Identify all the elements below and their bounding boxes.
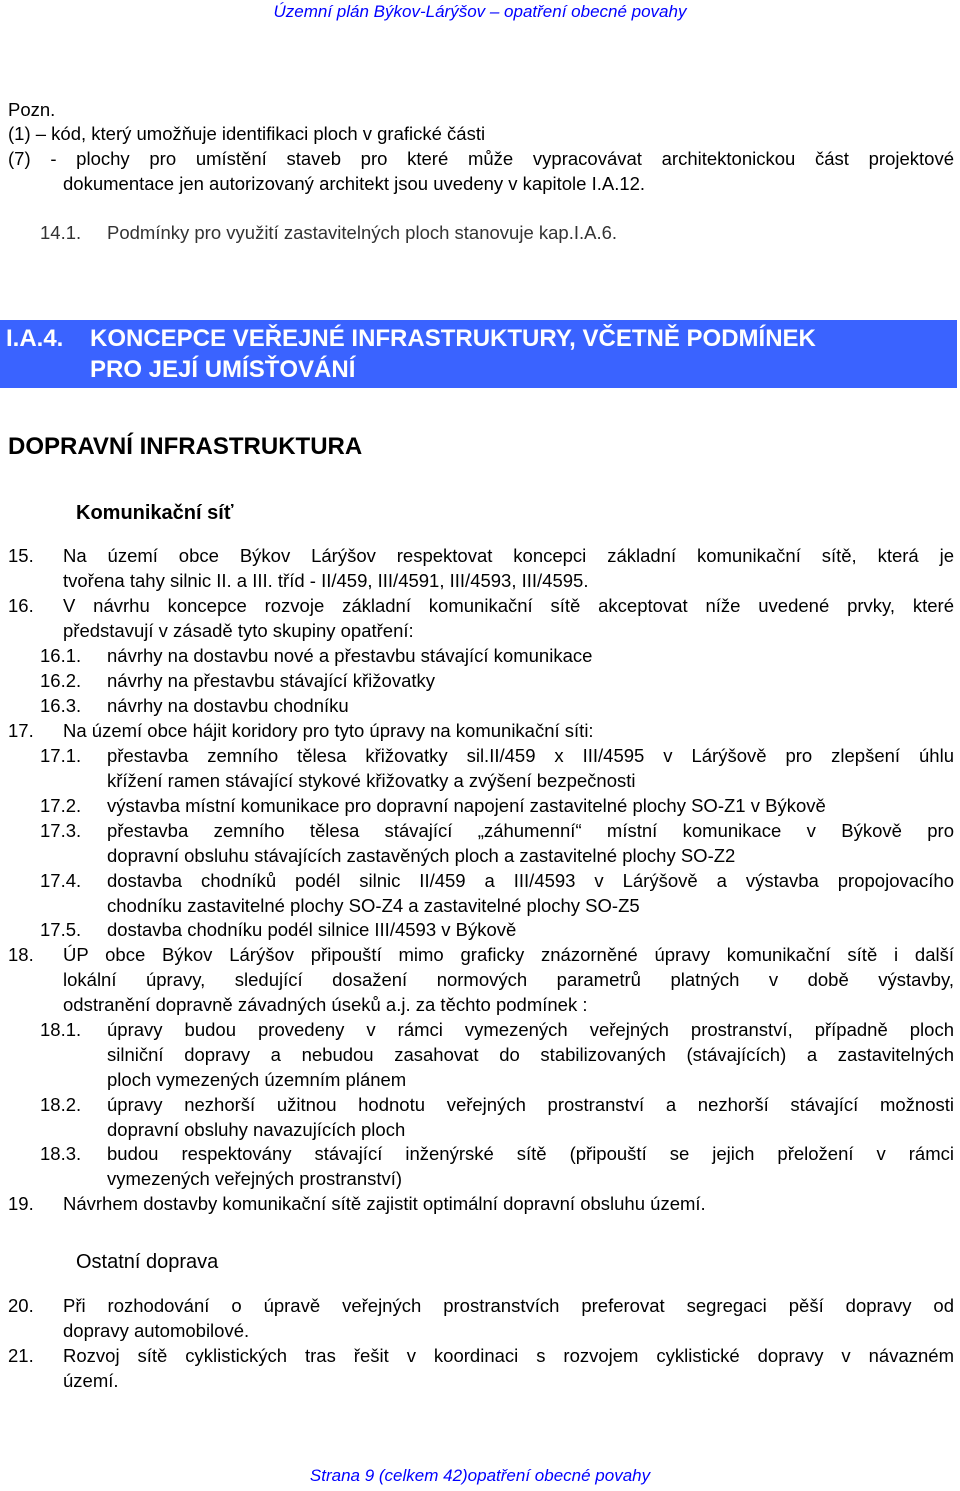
item-16-2-text: návrhy na přestavbu stávající křižovatky bbox=[107, 670, 436, 691]
item-18-2-number: 18.2. bbox=[40, 1094, 82, 1115]
item-21-line2: území. bbox=[63, 1370, 119, 1391]
item-18-2-line2: dopravní obsluhy navazujících ploch bbox=[107, 1119, 406, 1140]
item-20-number: 20. bbox=[8, 1295, 34, 1316]
item-17-2-number: 17.2. bbox=[40, 795, 82, 816]
item-17-1-number: 17.1. bbox=[40, 745, 82, 766]
item-16-line2: představují v zásadě tyto skupiny opatření: bbox=[63, 620, 414, 641]
item-16-1-text: návrhy na dostavbu nové a přestavbu stávající komunikace bbox=[107, 645, 593, 666]
item-19-text: Návrhem dostavby komunikační sítě zajistit optimální dopravní obsluhu území. bbox=[63, 1193, 706, 1214]
note-label: Pozn. bbox=[8, 99, 56, 120]
item-15-line2: tvořena tahy silnic II. a III. tříd - II/459, III/4591, III/4593, III/4595. bbox=[63, 570, 589, 591]
page-footer: Strana 9 (celkem 42)opatření obecné povahy bbox=[309, 1466, 651, 1485]
item-18-2-line1: úpravy nezhorší užitnou hodnotu veřejných prostranství a nezhorší stávající možnosti bbox=[107, 1094, 954, 1115]
item-17-1-line1: přestavba zemního tělesa křižovatky sil.II/459 x III/4595 v Lárýšově pro zlepšení úhlu bbox=[107, 745, 954, 766]
item-17-3-number: 17.3. bbox=[40, 820, 82, 841]
item-17-number: 17. bbox=[8, 720, 34, 741]
item-18-1-number: 18.1. bbox=[40, 1019, 82, 1040]
item-16-line1: V návrhu koncepce rozvoje základní komunikační sítě akceptovat níže uvedené prvky, které bbox=[63, 595, 954, 616]
chapter-title-line2: PRO JEJÍ UMÍSŤOVÁNÍ bbox=[90, 356, 356, 383]
item-18-line1: ÚP obce Býkov Lárýšov připouští mimo graficky znázorněné úpravy komunikační sítě i další bbox=[63, 944, 954, 965]
item-17-3-line2: dopravní obsluhu stávajících zastavěných ploch a zastavitelné plochy SO-Z2 bbox=[107, 845, 736, 866]
item-15-number: 15. bbox=[8, 545, 34, 566]
subsection-heading-ostatni-doprava: Ostatní doprava bbox=[76, 1251, 219, 1273]
item-18-line3: odstranění dopravně závadných úseků a.j. za těchto podmínek : bbox=[63, 994, 588, 1015]
item-18-1-line1: úpravy budou provedeny v rámci vymezených veřejných prostranství, případně ploch bbox=[107, 1019, 954, 1040]
item-21-number: 21. bbox=[8, 1345, 34, 1366]
item-17-5-text: dostavba chodníku podél silnice III/4593 v Býkově bbox=[107, 919, 517, 940]
item-17-5-number: 17.5. bbox=[40, 919, 82, 940]
item-18-line2: lokální úpravy, sledující dosažení normových parametrů platných v době výstavby, bbox=[63, 969, 954, 990]
chapter-banner bbox=[0, 320, 957, 388]
item-20-line2: dopravy automobilové. bbox=[63, 1320, 250, 1341]
item-18-1-line3: ploch vymezených územním plánem bbox=[107, 1069, 407, 1090]
item-18-1-line2: silniční dopravy a nebudou zasahovat do stabilizovaných (stávajících) a zastavitelných bbox=[107, 1044, 954, 1065]
note-1: (1) – kód, který umožňuje identifikaci ploch v grafické části bbox=[8, 123, 486, 144]
item-18-number: 18. bbox=[8, 944, 34, 965]
chapter-number: I.A.4. bbox=[6, 325, 64, 352]
item-18-3-line1: budou respektovány stávající inženýrské sítě (připouští se jejich přeložení v rámci bbox=[107, 1143, 954, 1164]
item-20-line1: Při rozhodování o úpravě veřejných prostranstvích preferovat segregaci pěší dopravy od bbox=[63, 1295, 954, 1316]
section-heading: DOPRAVNÍ INFRASTRUKTURA bbox=[8, 433, 363, 460]
item-17-4-line1: dostavba chodníků podél silnic II/459 a III/4593 v Lárýšově a výstavba propojovacího bbox=[107, 870, 954, 891]
item-17-4-number: 17.4. bbox=[40, 870, 82, 891]
subsection-heading-komunikacni-sit: Komunikační síť bbox=[76, 502, 234, 524]
item-17-2-text: výstavba místní komunikace pro dopravní napojení zastavitelné plochy SO-Z1 v Býkově bbox=[107, 795, 826, 816]
item-16-1-number: 16.1. bbox=[40, 645, 82, 666]
item-18-3-line2: vymezených veřejných prostranství) bbox=[107, 1168, 403, 1189]
page-header: Územní plán Býkov-Lárýšov – opatření obecné povahy bbox=[273, 2, 687, 21]
item-21-line1: Rozvoj sítě cyklistických tras řešit v koordinaci s rozvojem cyklistické dopravy v návazném bbox=[63, 1345, 954, 1366]
item-14-1-number: 14.1. bbox=[40, 222, 82, 243]
item-16-3-number: 16.3. bbox=[40, 695, 82, 716]
note-7-line2: dokumentace jen autorizovaný architekt jsou uvedeny v kapitole I.A.12. bbox=[63, 173, 646, 194]
item-16-number: 16. bbox=[8, 595, 34, 616]
item-16-3-text: návrhy na dostavbu chodníku bbox=[107, 695, 349, 716]
item-15-line1: Na území obce Býkov Lárýšov respektovat koncepci základní komunikační sítě, která je bbox=[63, 545, 954, 566]
item-19-number: 19. bbox=[8, 1193, 34, 1214]
note-7-line1: (7) - plochy pro umístění staveb pro které může vypracovávat architektonickou část projektové bbox=[8, 148, 954, 169]
chapter-title-line1: KONCEPCE VEŘEJNÉ INFRASTRUKTURY, VČETNĚ PODMÍNEK bbox=[90, 325, 816, 352]
item-16-2-number: 16.2. bbox=[40, 670, 82, 691]
item-18-3-number: 18.3. bbox=[40, 1143, 82, 1164]
item-17-1-line2: křížení ramen stávající stykové křižovatky a zvýšení bezpečnosti bbox=[107, 770, 636, 791]
item-17-4-line2: chodníku zastavitelné plochy SO-Z4 a zastavitelné plochy SO-Z5 bbox=[107, 895, 640, 916]
item-17-3-line1: přestavba zemního tělesa stávající „záhumenní“ místní komunikace v Býkově pro bbox=[107, 820, 954, 841]
item-14-1-text: Podmínky pro využití zastavitelných ploch stanovuje kap.I.A.6. bbox=[107, 222, 618, 243]
item-17-text: Na území obce hájit koridory pro tyto úpravy na komunikační síti: bbox=[63, 720, 594, 741]
